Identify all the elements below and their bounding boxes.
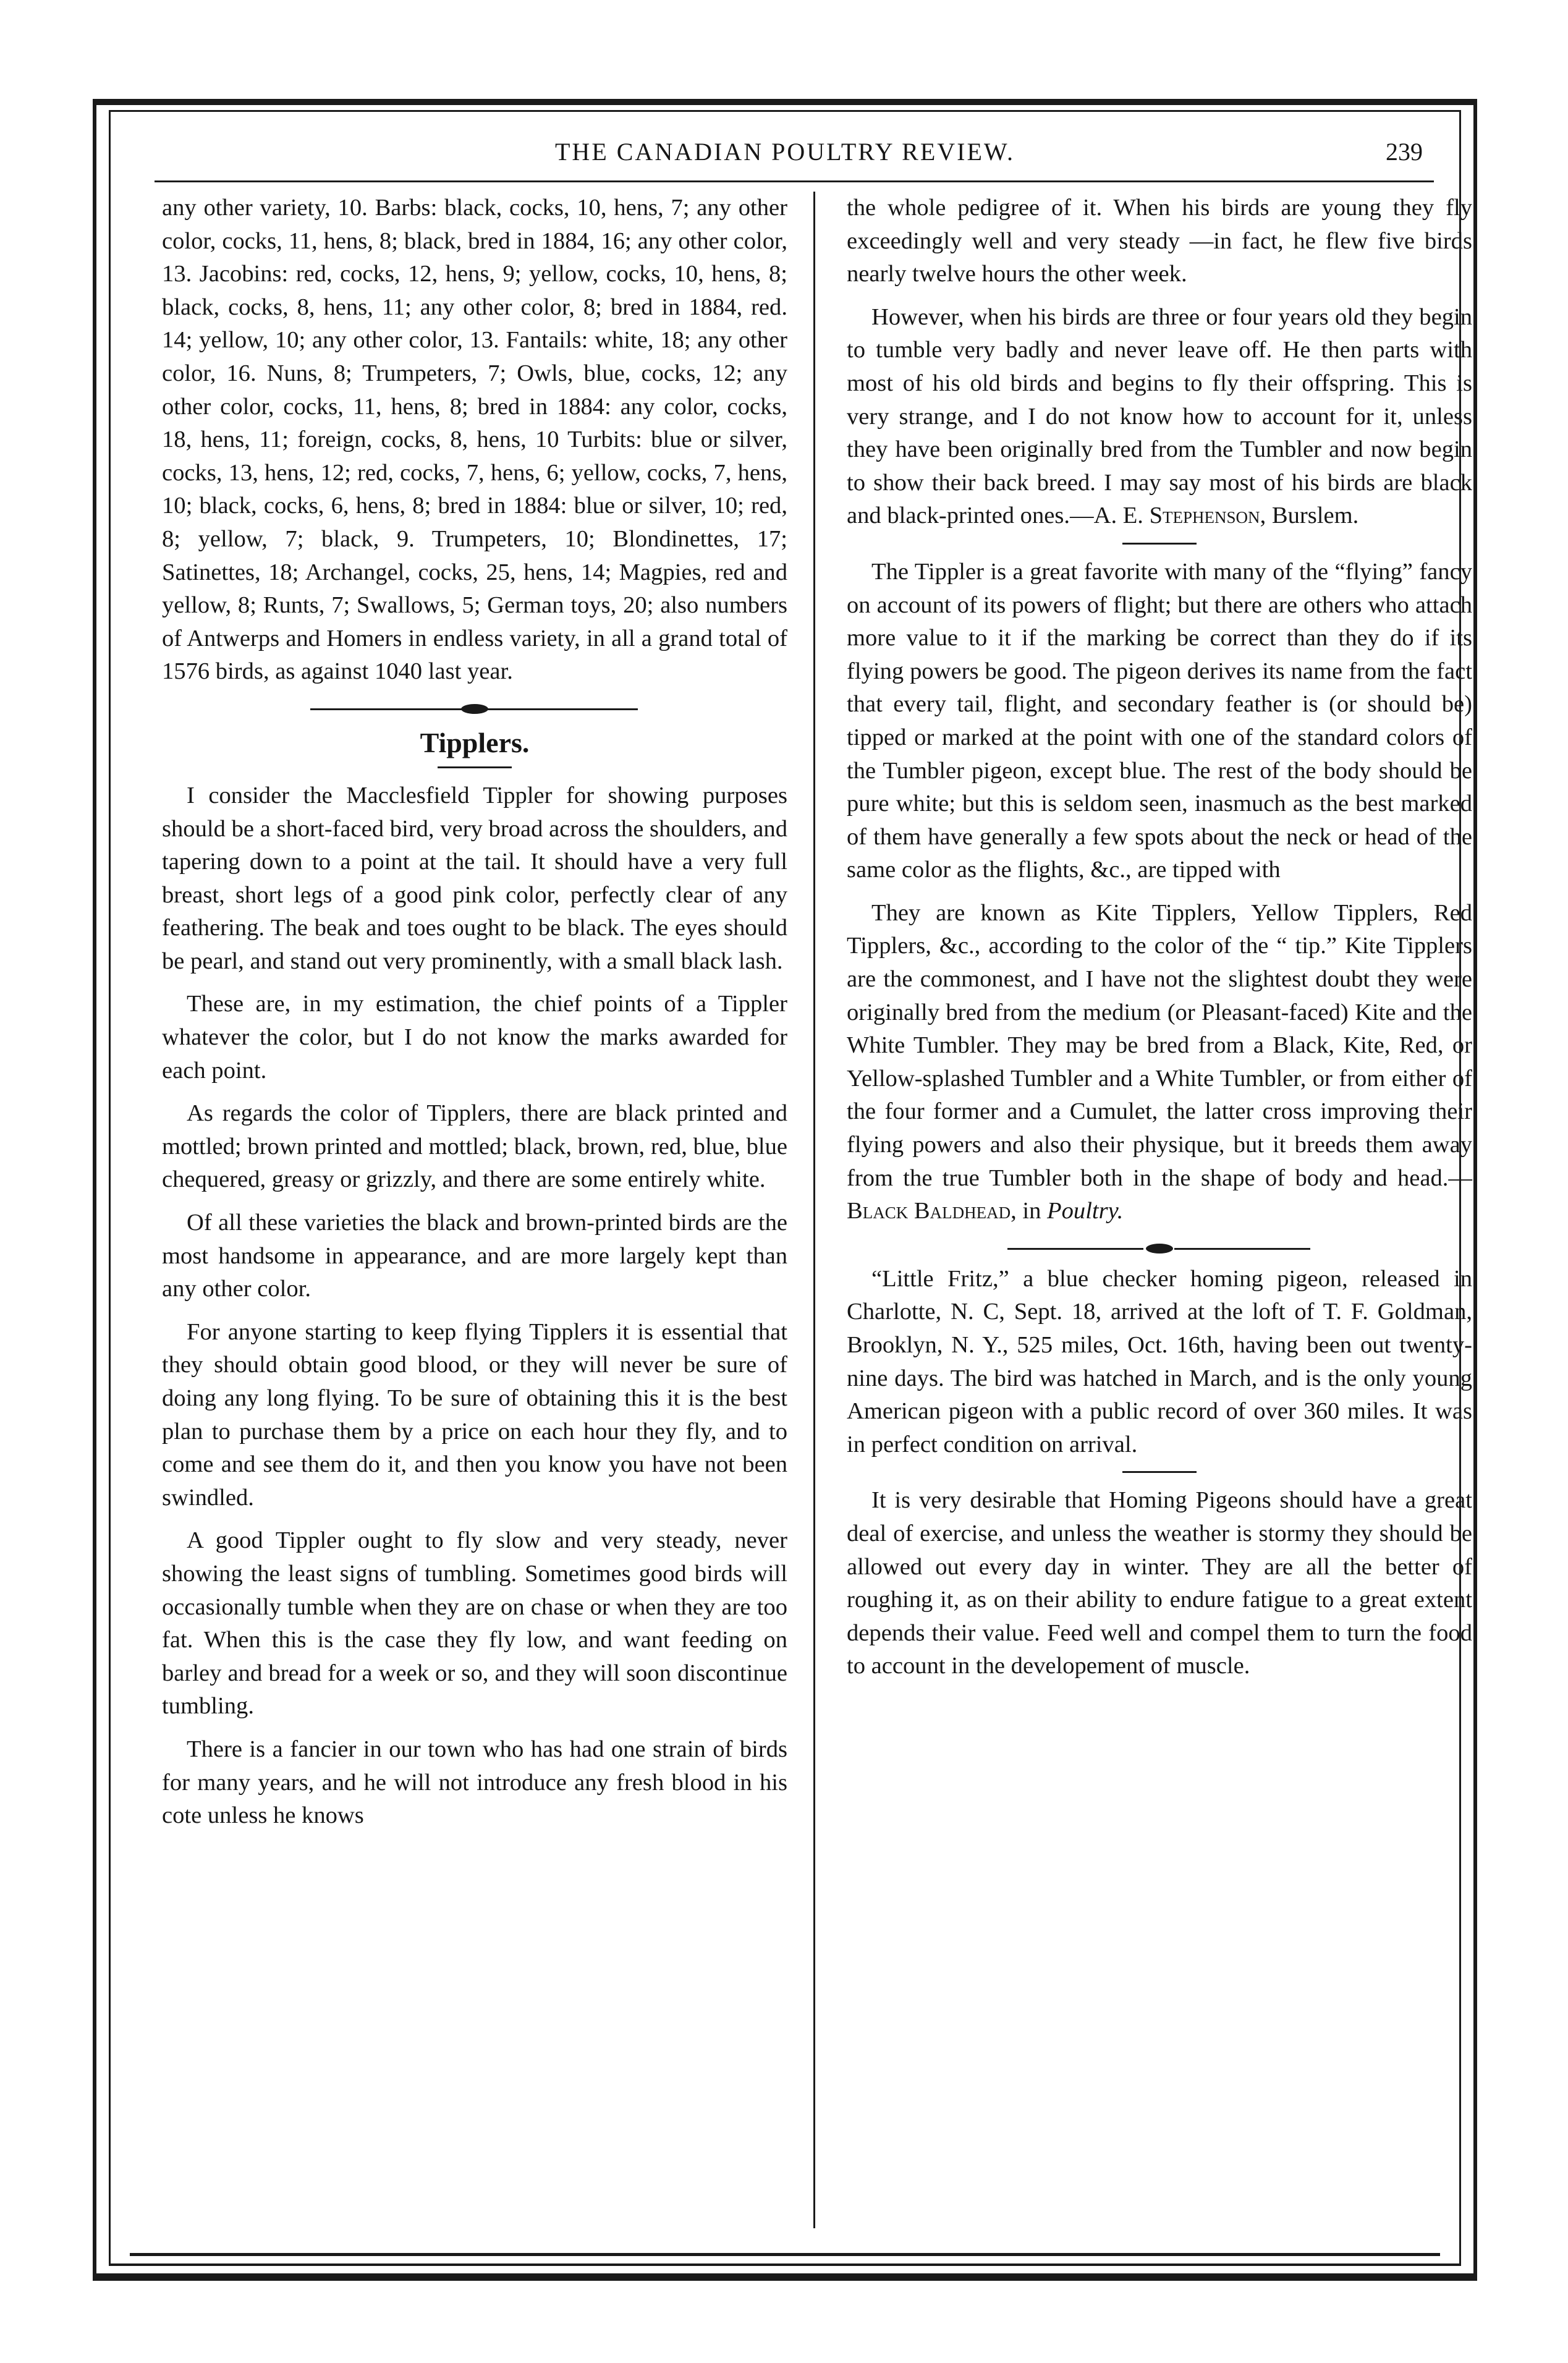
separator-rule <box>1122 543 1197 545</box>
author-place: , Burslem. <box>1260 503 1359 529</box>
article-paragraph: There is a fancier in our town who has had one strain of birds for many years, and he will not introduce any fresh blood in his cote unless he knows <box>162 1736 787 1829</box>
article-paragraph <box>847 897 1472 1228</box>
bottom-rule <box>130 2253 1440 2256</box>
right-column <box>847 192 1472 1693</box>
article-paragraph: Of all these varieties the black and brown-printed birds are the most handsome in appearance, and are more largely kept than any other color. <box>162 1210 787 1302</box>
article-paragraph: I consider the Macclesfield Tippler for showing purposes should be a short-faced bird, very broad across the shoulders, and tapering down to a point at the tail. It should have a very full breast, short legs of a good pink color, perfectly clear of any feathering. The beak and toes ought to be black. The eyes should be pearl, and stand out very prominently, with a small black lash. <box>162 782 787 974</box>
column-divider <box>813 192 815 2228</box>
paragraph-text: However, when his birds are three or four years old they begin to tumble very badly and never leave off. He then parts with most of his old birds and begins to fly their offspring. This is very strange, and I do not know how to account for it, unless they have been originally bred from the Tumbler and now begin to show their back breed. I may say most of his birds are black and black-printed ones.— <box>847 303 1472 529</box>
news-paragraph: “Little Fritz,” a blue checker homing pigeon, released in Charlotte, N. C, Sept. 18, arrived at the loft of T. F. Goldman, Brooklyn, N. Y., 525 miles, Oct. 16th, having been out twenty-nine days. The bird was hatched in March, and is the only young American pigeon with a public record of over 360 miles. It was in perfect condition on arrival. <box>847 1265 1472 1457</box>
page-number: 239 <box>1386 138 1423 166</box>
article-paragraph: The Tippler is a great favorite with many of the “flying” fancy on account of its powers of flight; but there are others who attach more value to it if the marking be correct than they do if its flying powers be good. The pigeon derives its name from the fact that every tail, flight, and secondary feather is (or should be) tipped or marked at the point with one of the standard colors of the Tumbler pigeon, except blue. The rest of the body should be pure white; but this is seldom seen, inasmuch as the best marked of them have generally a few spots about the neck or head of the same color as the flights, &c., are tipped with <box>847 558 1472 883</box>
separator-rule <box>1122 1471 1197 1473</box>
author-signature: A. E. Stephenson <box>1093 503 1260 529</box>
author-signature: Black Baldhead <box>847 1198 1011 1224</box>
source-prefix: , in <box>1011 1198 1048 1224</box>
section-ornament <box>162 702 787 717</box>
section-heading-tipplers: Tipplers. <box>420 726 530 758</box>
running-head <box>130 135 1440 172</box>
page-frame <box>93 99 1477 2281</box>
show-entries-paragraph: any other variety, 10. Barbs: black, cocks, 10, hens, 7; any other color, cocks, 11, hens, 8; black, bred in 1884, 16; any other color, 13. Jacobins: red, cocks, 12, hens, 9; yellow, cocks, 10, hens, 8; black, cocks, 8, hens, 11; any other color, 8; bred in 1884, red. 14; yellow, 10; any other color, 13. Fantails: white, 18; any other color, 16. Nuns, 8; Trumpeters, 7; Owls, blue, cocks, 12; any other color, cocks, 11, hens, 8; bred in 1884: any color, cocks, 18, hens, 11; foreign, cocks, 8, hens, 10 Turbits: blue or silver, cocks, 13, hens, 12; red, cocks, 7, hens, 6; yellow, cocks, 7, hens, 10; black, cocks, 6, hens, 8; bred in 1884: blue or silver, 10; red, 8; yellow, 7; black, 9. Trumpeters, 10; Blondinettes, 17; Satinettes, 18; Archangel, cocks, 25, hens, 14; Magpies, red and yellow, 8; Runts, 7; Swallows, 5; German toys, 20; also numbers of Antwerps and Homers in endless variety, in all a grand total of 1576 birds, as against 1040 last year. <box>162 195 787 685</box>
article-paragraph: For anyone starting to keep flying Tipplers it is essential that they should obtain good blood, or they will never be sure of doing any long flying. To be sure of obtaining this it is the best plan to purchase them by a price on each hour they fly, and to come and see them do it, and then you know you have not been swindled. <box>162 1318 787 1511</box>
article-paragraph: the whole pedigree of it. When his birds are young they fly exceedingly well and very steady —in fact, he flew five birds nearly twelve hours the other week. <box>847 195 1472 287</box>
article-paragraph: As regards the color of Tipplers, there are black printed and mottled; brown printed and mottled; black, brown, red, blue, blue chequered, greasy or grizzly, and there are some entirely white. <box>162 1100 787 1193</box>
news-paragraph: It is very desirable that Homing Pigeons should have a great deal of exercise, and unless the weather is stormy they should be allowed out every day in winter. They are all the better of roughing it, as on their ability to endure fatigue to a great extent depends their value. Feed well and compel them to turn the food to account in the developement of muscle. <box>847 1487 1472 1679</box>
header-rule <box>155 180 1434 182</box>
paragraph-text: They are known as Kite Tipplers, Yellow Tipplers, Red Tipplers, &c., according to the color of the “ tip.” Kite Tipplers are the commonest, and I have not the slightest doubt they were originally bred from the medium (or Pleasant-faced) Kite and the White Tumbler. They may be bred from a Black, Kite, Red, or Yellow-splashed Tumbler and a White Tumbler, or from either of the four former and a Cumulet, the latter cross improving their flying powers and also their physique, but it breeds them away from the true Tumbler both in the shape of body and head.— <box>847 899 1472 1191</box>
article-paragraph: These are, in my estimation, the chief points of a Tippler whatever the color, but I do not know the marks awarded for each point. <box>162 991 787 1084</box>
article-paragraph <box>847 301 1472 533</box>
left-column <box>162 192 787 1843</box>
article-paragraph: A good Tippler ought to fly slow and very steady, never showing the least signs of tumbling. Sometimes good birds will occasionally tumble when they are on chase or when they are too fat. When this is the case they fly low, and want feeding on barley and bread for a week or so, and they will soon discontinue tumbling. <box>162 1527 787 1720</box>
journal-title: THE CANADIAN POULTRY REVIEW. <box>555 138 1015 166</box>
section-ornament <box>847 1242 1472 1257</box>
source-publication: Poultry. <box>1047 1198 1124 1224</box>
heading-rule <box>438 766 512 768</box>
